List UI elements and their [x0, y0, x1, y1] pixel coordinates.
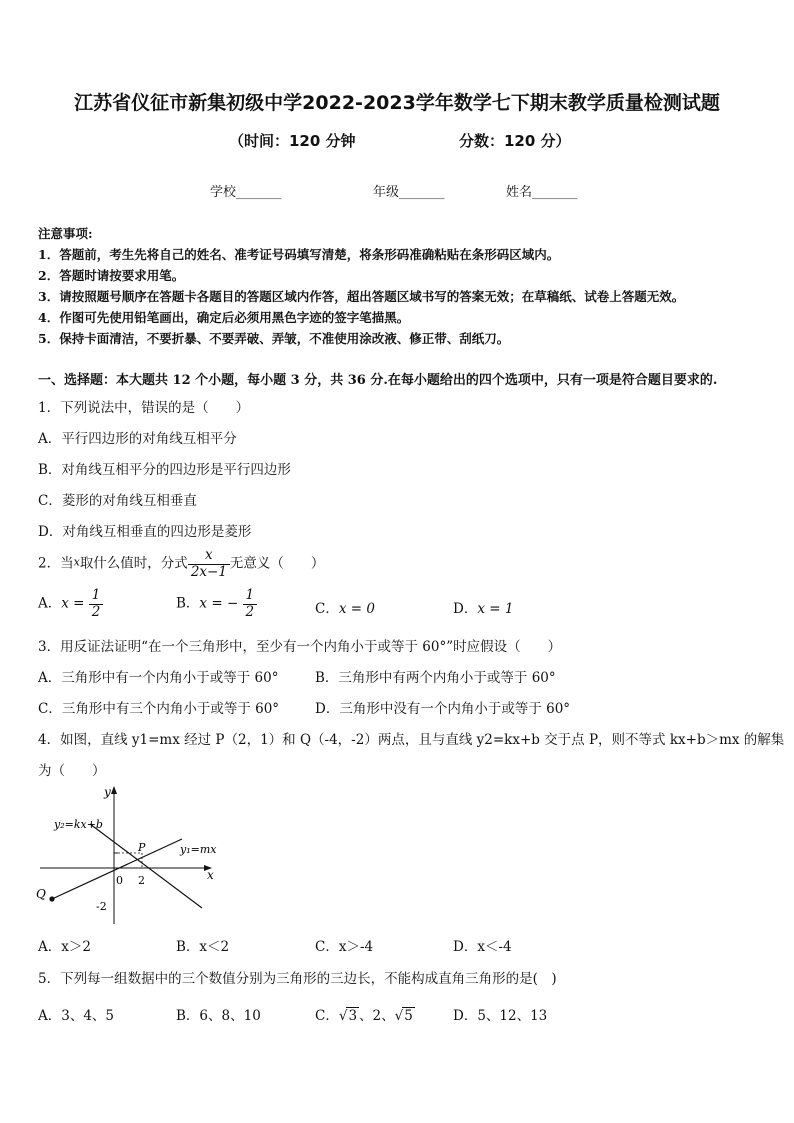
y-axis-arrow [111, 786, 117, 794]
q4-stem-line1: 4．如图，直线 y1=mx 经过 P（2，1）和 Q（-4，-2）两点，且与直线 y2=kx+b 交于点 P，则不等式 kx+b＞mx 的解集 [38, 732, 785, 748]
q2-option-b: B．x = − $\frac{1}{2}$ [176, 588, 257, 620]
q5-option-d: D．5、12、13 [453, 1008, 548, 1024]
score-label: 分数：120 分） [459, 132, 571, 150]
point-q-label: Q [36, 887, 46, 901]
q1-option-a: A．平行四边形的对角线互相平分 [38, 431, 237, 447]
q5-option-a: A．3、4、5 [38, 1008, 115, 1024]
q3-stem: 3．用反证法证明“在一个三角形中，至少有一个内角小于或等于 60°”时应假设（ ） [38, 639, 562, 655]
q2-var: x [73, 555, 80, 569]
q1-option-c: C．菱形的对角线互相垂直 [38, 493, 197, 509]
name-field: 姓名_______ [506, 185, 578, 200]
line-y1 [52, 839, 182, 899]
grade-field: 年级_______ [373, 185, 445, 200]
point-q-dot [49, 896, 54, 901]
q2-stem: 2．当x取什么值时，分式 $\frac{x}{2x-1}$ 无意义（ ） [38, 547, 325, 580]
q5-option-b: B．6、8、10 [176, 1008, 261, 1024]
line-y2 [90, 824, 202, 908]
q1-option-d: D．对角线互相垂直的四边形是菱形 [38, 524, 252, 540]
q5-stem: 5．下列每一组数据中的三个数值分别为三角形的三边长，不能构成直角三角形的是( ) [38, 971, 557, 987]
q3-option-c: C．三角形中有三个内角小于或等于 60° [38, 701, 280, 717]
q3-option-a: A．三角形中有一个内角小于或等于 60° [38, 670, 279, 686]
note-item: 2．答题时请按要求用笔。 [38, 268, 185, 283]
line-y1-label: y₁=mx [180, 843, 217, 856]
x-axis-label: x [207, 868, 214, 882]
q3-option-d: D．三角形中没有一个内角小于或等于 60° [315, 701, 571, 717]
x-tick-label: 2 [138, 874, 145, 887]
q4-option-a: A．x＞2 [38, 939, 91, 955]
line-y2-label: y₂=kx+b [54, 818, 103, 831]
q4-stem-line2: 为（ ） [38, 763, 106, 779]
q3-option-b: B．三角形中有两个内角小于或等于 60° [315, 670, 556, 686]
point-p-label: P [138, 841, 146, 854]
y-tick-label: -2 [96, 900, 107, 913]
origin-label: 0 [116, 874, 123, 887]
q5-option-c: C．√3 、2、√5 [315, 1008, 413, 1024]
exam-title: 江苏省仪征市新集初级中学2022-2023学年数学七下期末教学质量检测试题 [74, 92, 720, 114]
q2-fraction: $\frac{x}{2x-1}$ [188, 548, 230, 580]
q1-option-b: B．对角线互相平分的四边形是平行四边形 [38, 462, 291, 478]
notes-heading: 注意事项: [38, 226, 93, 241]
q2-option-a: A．x = $\frac{1}{2}$ [38, 588, 103, 620]
q4-option-c: C．x＞-4 [315, 939, 374, 955]
q2-option-c: C．x = 0 [315, 601, 375, 617]
section-heading: 一、选择题：本大题共 12 个小题，每小题 3 分，共 36 分.在每小题给出的四个选项中，只有一项是符合题目要求的. [38, 373, 718, 388]
q2-option-d: D．x = 1 [453, 601, 514, 617]
note-item: 4．作图可先使用铅笔画出，确定后必须用黑色字迹的签字笔描黑。 [38, 310, 410, 325]
q1-stem: 1．下列说法中，错误的是（ ） [38, 400, 250, 416]
q4-option-d: D．x＜-4 [453, 939, 512, 955]
note-item: 5．保持卡面清洁，不要折暴、不要弄破、弄皱，不准使用涂改液、修正带、刮纸刀。 [38, 331, 510, 346]
y-axis-label: y [104, 785, 111, 799]
time-label: （时间：120 分钟 [229, 132, 356, 150]
note-item: 1．答题前，考生先将自己的姓名、准考证号码填写清楚，将条形码准确粘贴在条形码区域内。 [38, 247, 560, 262]
q4-graph [30, 782, 230, 928]
note-item: 3．请按照题号顺序在答题卡各题目的答题区域内作答，超出答题区域书写的答案无效；在草稿纸、试卷上答题无效。 [38, 289, 685, 304]
school-field: 学校_______ [210, 185, 282, 200]
q4-option-b: B．x＜2 [176, 939, 230, 955]
